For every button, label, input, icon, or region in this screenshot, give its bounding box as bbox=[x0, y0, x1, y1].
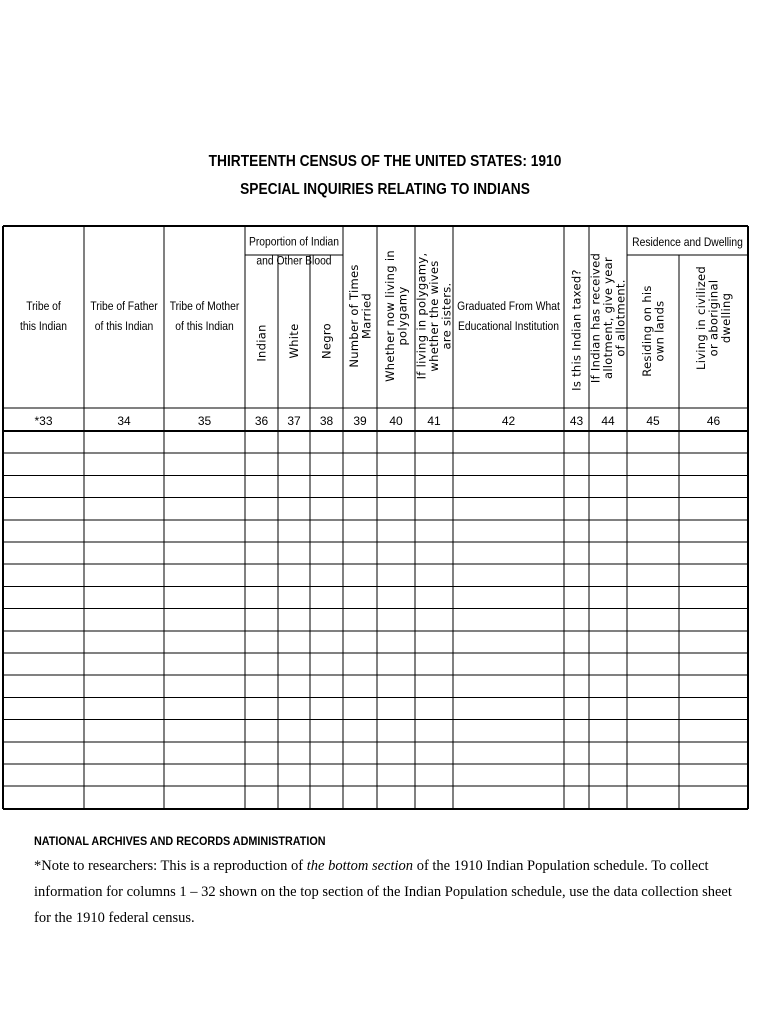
column-number: 45 bbox=[646, 414, 660, 428]
column-number: 37 bbox=[287, 414, 301, 428]
column-number: *33 bbox=[34, 414, 53, 428]
table-grid bbox=[3, 226, 748, 809]
form-subtitle: SPECIAL INQUIRIES RELATING TO INDIANS bbox=[240, 181, 530, 198]
researcher-note bbox=[34, 853, 734, 931]
column-number: 36 bbox=[254, 414, 269, 428]
column-number: 44 bbox=[601, 414, 615, 428]
header-polygamy: Whether now living inpolygamy bbox=[382, 250, 410, 382]
column-headers bbox=[20, 236, 743, 391]
column-number: 41 bbox=[427, 414, 441, 428]
header-times-married: Number of TimesMarried bbox=[346, 264, 374, 368]
header-white: White bbox=[287, 323, 301, 359]
header-taxed: Is this Indian taxed? bbox=[569, 269, 584, 391]
header-tribe-indian: Tribe of this Indian bbox=[19, 300, 68, 334]
column-number: 34 bbox=[117, 414, 131, 428]
header-graduated: Graduated From What Educational Institution bbox=[457, 300, 560, 334]
header-tribe-father: Tribe of Father of this Indian bbox=[90, 300, 158, 334]
column-number: 35 bbox=[197, 414, 212, 428]
agency-name: NATIONAL ARCHIVES AND RECORDS ADMINISTRATION bbox=[34, 834, 326, 848]
header-tribe-mother: Tribe of Mother of this Indian bbox=[169, 300, 240, 334]
form-title: THIRTEENTH CENSUS OF THE UNITED STATES: 1910 bbox=[208, 153, 562, 170]
column-number: 39 bbox=[353, 414, 367, 428]
header-own-lands: Residing on hisown lands bbox=[639, 285, 667, 377]
note-emphasis: the bottom section bbox=[306, 858, 414, 874]
header-proportion-group: Proportion of Indian and Other Blood bbox=[248, 235, 340, 268]
header-indian: Indian bbox=[254, 324, 269, 362]
column-number: 38 bbox=[319, 414, 334, 428]
note-text-end: of the 1910 Indian Population schedule. To collect information for columns 1 – 32 shown on the top section of the Indian Population schedule, use the data collection sheet for the 1910 federal census. bbox=[34, 858, 732, 926]
header-dwelling: Living in civilizedor aboriginaldwelling bbox=[694, 265, 733, 371]
column-number: 46 bbox=[706, 414, 721, 428]
note-text: *Note to researchers: This is a reproduction of bbox=[34, 858, 307, 874]
header-allotment: If Indian has receivedallotment, give yearof allotment. bbox=[588, 252, 628, 384]
column-number: 43 bbox=[569, 414, 584, 428]
header-wives-sisters: If living in polygamy,whether the wivesare sisters. bbox=[414, 252, 454, 380]
header-residence-group: Residence and Dwelling bbox=[632, 236, 743, 250]
column-number: 40 bbox=[389, 414, 403, 428]
column-number: 42 bbox=[501, 414, 516, 428]
header-negro: Negro bbox=[319, 323, 334, 359]
